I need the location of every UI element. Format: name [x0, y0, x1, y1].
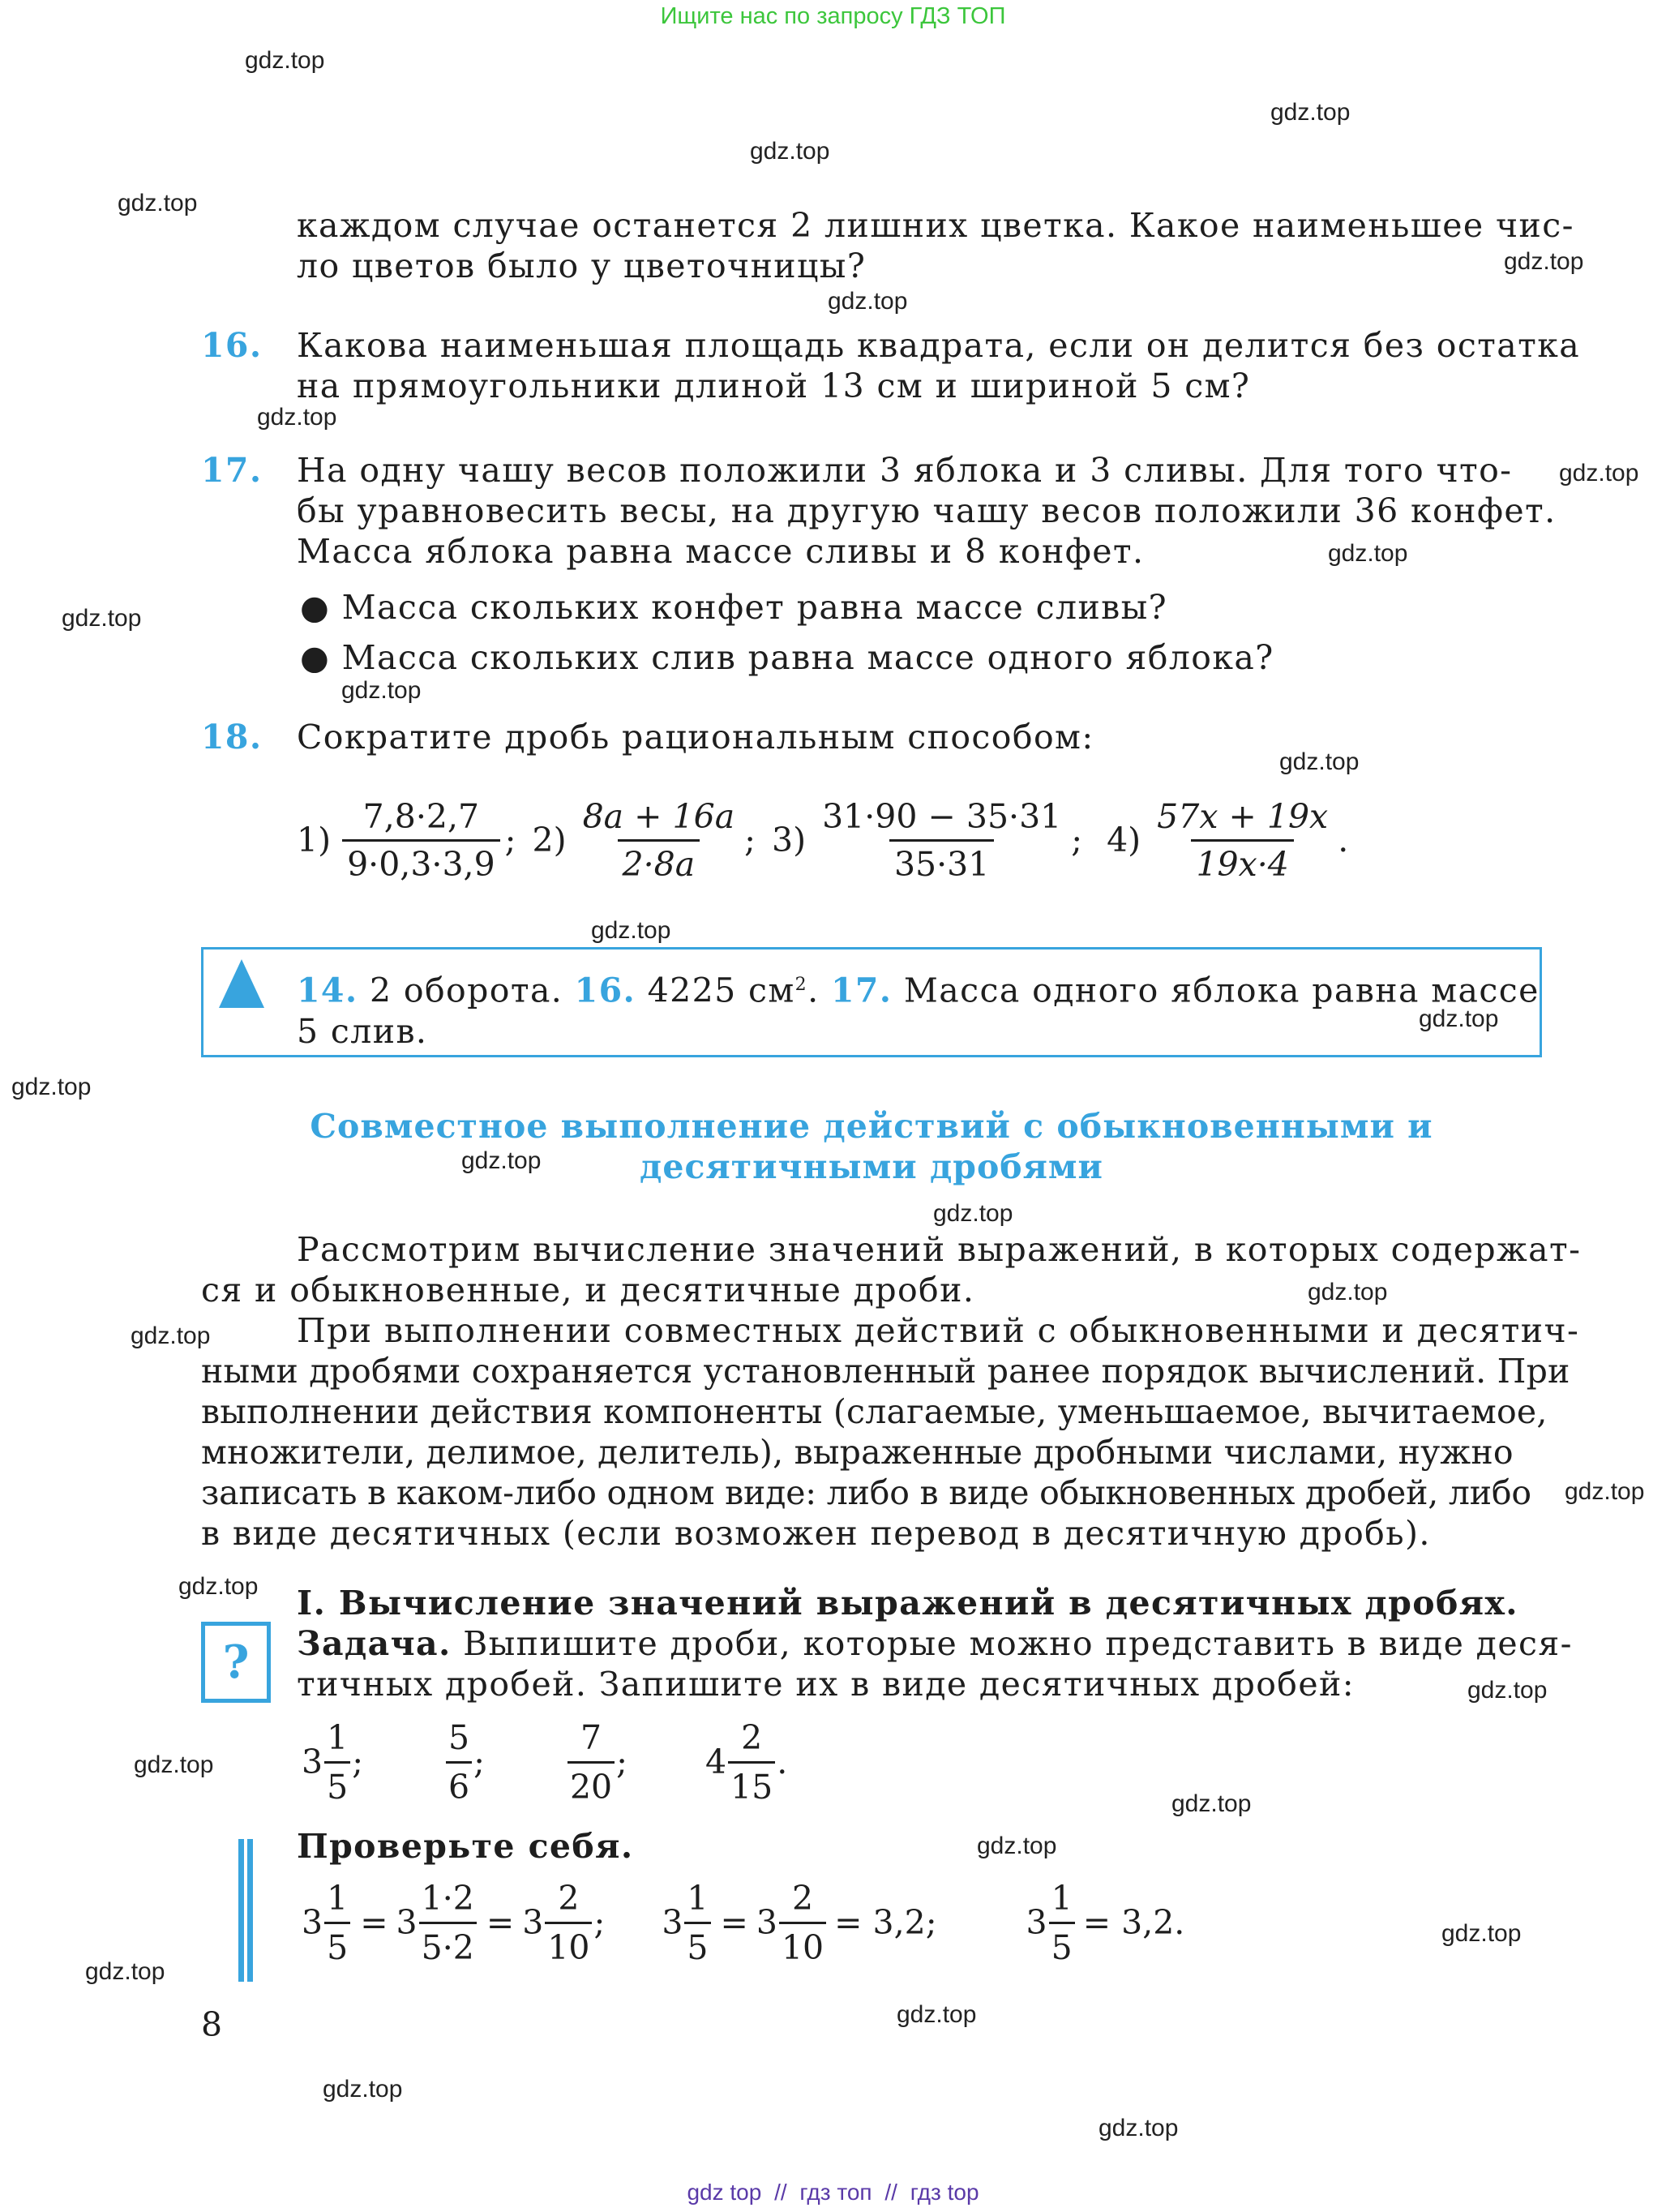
watermark: gdz.top — [750, 138, 830, 165]
watermark: gdz.top — [1099, 2115, 1179, 2141]
answer-text — [297, 965, 1540, 1052]
separator: . — [1338, 821, 1349, 860]
watermark: gdz.top — [178, 1573, 259, 1600]
check-bar — [247, 1839, 253, 1982]
problem-18-fractions — [297, 785, 1348, 895]
problem-line: Масса яблока равна массе сливы и 8 конфет. — [297, 532, 1145, 571]
item-label: 2) — [532, 821, 567, 860]
subsection-title: I. Вычисление значений выражений в десятичных дробях. — [297, 1584, 1518, 1623]
bullet-icon: ● — [300, 638, 331, 677]
body-line: ся и обыкновенные, и десятичные дроби. — [201, 1271, 975, 1310]
problem-17-number: 17. — [201, 451, 263, 490]
link-gdz-top-ru[interactable]: гдз топ — [799, 2180, 872, 2205]
fraction: $\frac{1\cdot 2}{5\cdot 2}$ — [419, 1875, 477, 1971]
problem-line: бы уравновесить весы, на другую чашу весов положили 36 конфет. — [297, 491, 1557, 530]
problem-line: На одну чашу весов положили 3 яблока и 3 сливы. Для того что- — [297, 451, 1513, 490]
separator: ; — [744, 821, 756, 860]
body-line: ными дробями сохраняется установленный ранее порядок вычислений. При — [201, 1352, 1570, 1391]
answer-line: 5 слив. — [297, 1011, 428, 1051]
bullet-item: ● Масса скольких слив равна массе одного яблока? — [300, 638, 1274, 677]
fraction: 7 20 — [567, 1714, 615, 1811]
answer-line: 14. 2 оборота. 16. 4225 $см^2$. 17. Масса одного яблока равна массе — [297, 971, 1540, 1010]
link-gdz-top-mixed[interactable]: гдз top — [910, 2180, 979, 2205]
problem-18-text: Сократите дробь рациональным способом: — [297, 718, 1094, 757]
watermark: gdz.top — [1565, 1478, 1645, 1505]
item-label: 3) — [771, 821, 807, 860]
watermark: gdz.top — [977, 1833, 1057, 1859]
watermark: gdz.top — [1467, 1677, 1548, 1704]
task-line: тичных дробей. Запишите их в виде десятичных дробей: — [297, 1665, 1355, 1704]
fraction: $\frac{7,8\cdot 2,7}{9\cdot 0,3\cdot 3,9}$ — [342, 797, 500, 884]
fraction: $\frac{2}{10}$ — [779, 1875, 826, 1971]
watermark: gdz.top — [461, 1147, 542, 1174]
check-expressions: 3 $\frac{1}{5}$ = 3 $\frac{1\cdot 2}{5\cdot 2}$ = 3 2 10 ; 3 $\frac{1}{5}$ = 3 $\frac{2}{10}$ = 3,2; 3 $\frac{1}{5}$ = 3,2. — [302, 1871, 1184, 1974]
bullet-item: ● Масса скольких конфет равна массе сливы? — [300, 588, 1168, 627]
fraction: 2 15 — [728, 1714, 775, 1811]
bullet-icon: ● — [300, 588, 331, 627]
watermark: gdz.top — [85, 1958, 165, 1985]
watermark: gdz.top — [131, 1322, 211, 1349]
problem-17-bullets — [300, 582, 1274, 683]
problem-16-text — [297, 325, 1580, 406]
watermark: gdz.top — [118, 190, 198, 216]
question-box — [201, 1622, 271, 1703]
separator: ; — [1071, 821, 1083, 860]
question-mark-icon: ? — [222, 1635, 250, 1689]
item-label: 4) — [1107, 821, 1141, 860]
watermark: gdz.top — [1270, 99, 1351, 126]
page-number: 8 — [201, 2005, 224, 2044]
separator: ; — [504, 821, 516, 860]
task-fractions: 3 1 5 ; 5 6 ; 7 20 ; 4 2 15 . — [302, 1711, 787, 1813]
fraction: 2 10 — [545, 1875, 592, 1971]
body-line: множители, делимое, делитель), выраженные дробными числами, нужно — [201, 1433, 1514, 1472]
check-title: Проверьте себя. — [297, 1827, 634, 1866]
watermark: gdz.top — [134, 1751, 214, 1778]
watermark: gdz.top — [1171, 1790, 1252, 1817]
section-title: Совместное выполнение действий с обыкновенными и десятичными дробями — [310, 1107, 1433, 1186]
watermark: gdz.top — [257, 404, 337, 431]
bottom-links: gdz top // гдз топ // гдз top — [687, 2180, 979, 2205]
watermark: gdz.top — [1279, 748, 1360, 775]
watermark: gdz.top — [62, 605, 142, 632]
watermark: gdz.top — [341, 677, 422, 704]
watermark: gdz.top — [1328, 540, 1408, 567]
watermark: gdz.top — [1419, 1005, 1499, 1032]
problem-line: Какова наименьшая площадь квадрата, если он делится без остатка — [297, 326, 1581, 365]
top-banner[interactable]: Ищите нас по запросу ГДЗ ТОП — [660, 3, 1006, 29]
watermark: gdz.top — [933, 1200, 1013, 1227]
triangle-icon — [219, 959, 264, 1008]
watermark: gdz.top — [1559, 460, 1639, 487]
watermark: gdz.top — [591, 917, 671, 944]
problem-line: на прямоугольники длиной 13 см и шириной 5 см? — [297, 367, 1251, 405]
watermark: gdz.top — [323, 2076, 403, 2103]
watermark: gdz.top — [245, 47, 325, 74]
item-label: 1) — [297, 821, 332, 860]
body-line: в виде десятичных (если возможен перевод в десятичную дробь). — [201, 1514, 1431, 1553]
watermark: gdz.top — [1308, 1279, 1388, 1305]
link-gdz-top[interactable]: gdz top — [687, 2180, 762, 2205]
fraction: $\frac{8a + 16a}{2\cdot 8a}$ — [582, 796, 735, 884]
fraction: $\frac{1}{5}$ — [1049, 1875, 1075, 1971]
intro-line: ло цветов было у цветочницы? — [297, 246, 867, 285]
problem-16-number: 16. — [201, 326, 263, 365]
watermark: gdz.top — [11, 1074, 92, 1100]
body-line: выполнении действия компоненты (слагаемые, уменьшаемое, вычитаемое, — [201, 1392, 1548, 1431]
fraction: 1 5 — [324, 1714, 350, 1811]
fraction: 5 6 — [446, 1714, 472, 1811]
task-text — [297, 1623, 1573, 1704]
watermark: gdz.top — [1441, 1920, 1522, 1947]
intro-line: каждом случае останется 2 лишних цветка. Какое наименьшее чис- — [297, 206, 1574, 245]
task-line: Задача. Выпишите дроби, которые можно представить в виде деся- — [297, 1624, 1573, 1663]
fraction: $\frac{1}{5}$ — [684, 1875, 710, 1971]
check-bar — [238, 1839, 244, 1982]
intro-text — [297, 205, 1574, 286]
body-text — [201, 1229, 1581, 1554]
body-line: записать в каком-либо одном виде: либо в виде обыкновенных дробей, либо — [201, 1473, 1531, 1512]
fraction: $\frac{57x + 19x}{19x\cdot 4}$ — [1157, 796, 1329, 884]
problem-18-number: 18. — [201, 718, 263, 757]
body-line: Рассмотрим вычисление значений выражений, в которых содержат- — [297, 1230, 1582, 1269]
body-line: При выполнении совместных действий с обыкновенными и десятич- — [297, 1311, 1580, 1350]
watermark: gdz.top — [1504, 248, 1584, 275]
watermark: gdz.top — [897, 2001, 977, 2028]
fraction: $\frac{1}{5}$ — [324, 1875, 350, 1971]
watermark: gdz.top — [828, 288, 908, 315]
fraction: $\frac{31\cdot 90 - 35\cdot 31}{35\cdot 31}$ — [822, 796, 1062, 884]
